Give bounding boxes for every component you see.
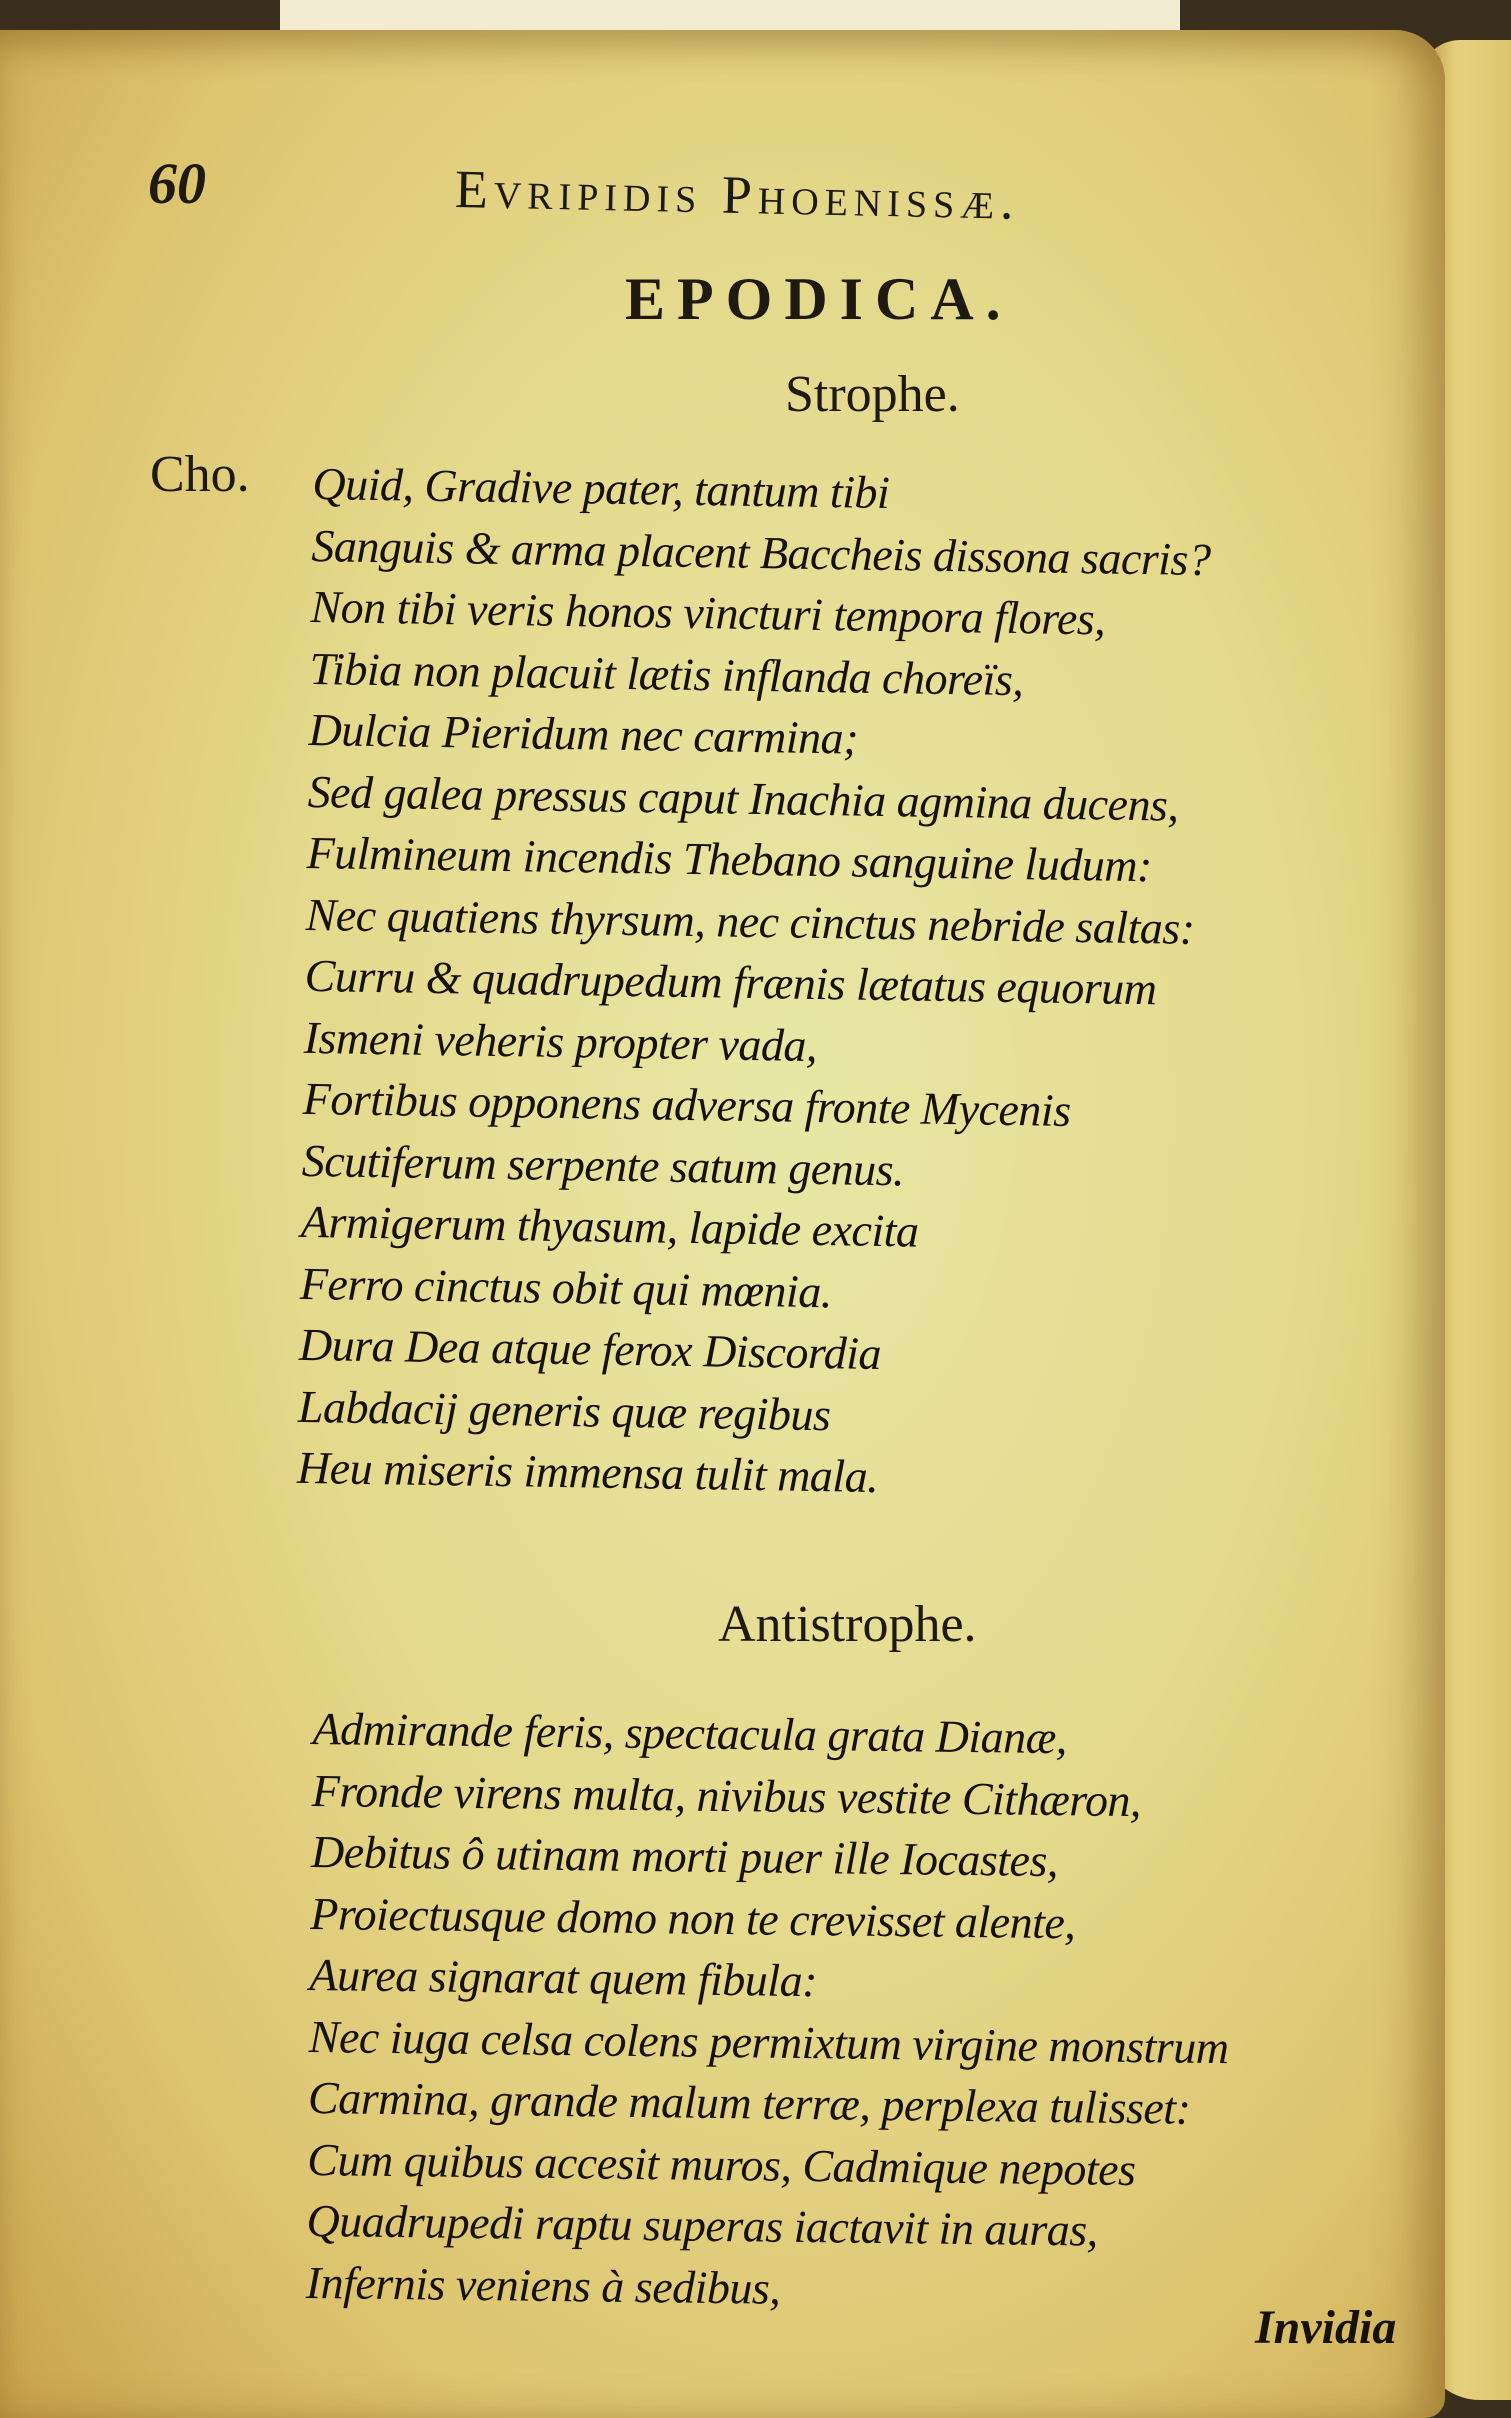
verse-line: Admirande feris, spectacula grata Dianæ, — [312, 1702, 1068, 1764]
verse-line: Curru & quadrupedum frænis lætatus equorum — [304, 949, 1157, 1015]
running-head: Evripidis Phoenissæ. — [454, 159, 1021, 231]
verse-line: Debitus ô utinam morti puer ille Iocastes, — [310, 1825, 1059, 1887]
verse-line: Cum quibus accesit muros, Cadmique nepotes — [307, 2133, 1136, 2195]
catchword: Invidia — [1255, 2301, 1397, 2354]
verse-line: Fronde virens multa, nivibus vestite Cithæron, — [311, 1764, 1142, 1826]
speaker-label: Cho. — [150, 446, 250, 503]
verse-line: Ferro cinctus obit qui mœnia. — [299, 1257, 833, 1317]
verse-line: Quid, Gradive pater, tantum tibi — [312, 457, 890, 519]
verse-line: Tibia non placuit lætis inflanda choreïs, — [309, 642, 1024, 705]
verse-line: Nec iuga celsa colens permixtum virgine monstrum — [308, 2010, 1229, 2073]
verse-line: Nec quatiens thyrsum, nec cinctus nebride saltas: — [305, 888, 1196, 954]
verse-line: Carmina, grande malum terræ, perplexa tulisset: — [307, 2071, 1191, 2134]
verse-line: Non tibi veris honos vincturi tempora flores, — [310, 580, 1106, 645]
book-page — [0, 30, 1445, 2418]
verse-line: Infernis veniens à sedibus, — [305, 2256, 781, 2314]
verse-line: Dulcia Pieridum nec carmina; — [308, 703, 859, 764]
verse-line: Sed galea pressus caput Inachia agmina ducens, — [307, 765, 1179, 831]
verse-line: Quadrupedi raptu superas iactavit in auras, — [306, 2194, 1099, 2256]
antistrophe-verses — [305, 1698, 1422, 2327]
section-title: EPODICA. — [625, 266, 1013, 332]
page-number: 60 — [148, 151, 206, 216]
verse-line: Scutiferum serpente satum genus. — [301, 1134, 905, 1195]
strophe-heading: Strophe. — [785, 366, 960, 423]
verse-line: Ismeni veheris propter vada, — [303, 1011, 818, 1071]
verse-line: Fortibus opponens adversa fronte Mycenis — [302, 1072, 1072, 1136]
antistrophe-heading: Antistrophe. — [718, 1596, 977, 1653]
verse-line: Heu miseris immensa tulit mala. — [296, 1441, 879, 1503]
verse-line: Labdacij generis quæ regibus — [297, 1380, 831, 1440]
verse-line: Fulmineum incendis Thebano sanguine ludum: — [306, 826, 1153, 892]
strophe-verses — [297, 453, 1423, 1516]
verse-line: Armigerum thyasum, lapide excita — [300, 1195, 919, 1257]
verse-line: Aurea signarat quem fibula: — [309, 1948, 818, 2007]
verse-line: Sanguis & arma placent Baccheis dissona sacris? — [311, 519, 1211, 585]
verse-line: Proiectusque domo non te crevisset alente, — [310, 1887, 1076, 1948]
verse-line: Dura Dea atque ferox Discordia — [298, 1318, 882, 1380]
